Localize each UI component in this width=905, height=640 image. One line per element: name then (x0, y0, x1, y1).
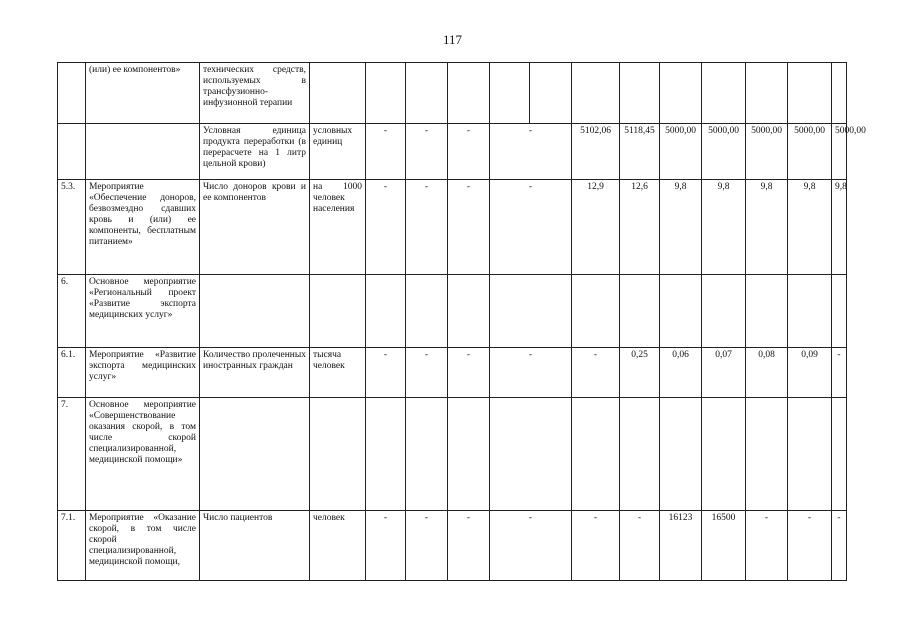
value-cell: - (448, 124, 490, 180)
row-number-cell: 7. (58, 398, 86, 511)
value-cell (490, 275, 572, 348)
value-cell: - (788, 511, 832, 581)
value-cell: - (406, 124, 448, 180)
value-cell: 5000,00 (832, 124, 847, 180)
indicators-table (57, 62, 866, 581)
value-cell: 9,8 (832, 180, 847, 275)
value-cell: - (832, 348, 847, 398)
value-cell: 5000,00 (746, 124, 788, 180)
value-cell (490, 63, 530, 124)
unit-cell: тысяча человек (310, 348, 366, 398)
value-cell (702, 63, 746, 124)
row-number-cell: 6. (58, 275, 86, 348)
value-cell: - (572, 348, 620, 398)
value-cell (746, 398, 788, 511)
table-row (58, 180, 847, 275)
value-cell: 5000,00 (660, 124, 702, 180)
value-cell (746, 275, 788, 348)
value-cell: - (366, 511, 406, 581)
value-cell (366, 275, 406, 348)
value-cell: 16123 (660, 511, 702, 581)
event-cell: Мероприятие «Оказание скорой, в том числе скорой специализированной, медицинской помощи, (86, 511, 200, 581)
row-number-cell: 6.1. (58, 348, 86, 398)
table-row (58, 275, 847, 348)
value-cell (788, 63, 832, 124)
value-cell (788, 398, 832, 511)
value-cell: 0,25 (620, 348, 660, 398)
unit-cell: условных единиц (310, 124, 366, 180)
value-cell (406, 398, 448, 511)
value-cell (406, 275, 448, 348)
value-cell: - (620, 511, 660, 581)
value-cell: - (406, 511, 448, 581)
event-cell: Мероприятие «Обеспечение доноров, безвозмездно сдавших кровь и (или) ее компоненты, бесплатным питанием» (86, 180, 200, 275)
value-cell (530, 63, 572, 124)
value-cell (406, 63, 448, 124)
value-cell: - (448, 180, 490, 275)
value-cell (448, 275, 490, 348)
value-cell: - (832, 511, 847, 581)
row-number-cell: 5.3. (58, 180, 86, 275)
value-cell (620, 398, 660, 511)
value-cell (448, 63, 490, 124)
value-cell (788, 275, 832, 348)
event-cell: Основное мероприятие «Региональный проект «Развитие экспорта медицинских услуг» (86, 275, 200, 348)
value-cell: - (366, 124, 406, 180)
indicator-cell: Число пациентов (200, 511, 310, 581)
row-number-cell (58, 63, 86, 124)
value-cell: 9,8 (660, 180, 702, 275)
indicator-cell (200, 275, 310, 348)
value-cell (660, 63, 702, 124)
value-cell (366, 63, 406, 124)
event-cell: (или) ее компонентов» (86, 63, 200, 124)
value-cell: - (406, 348, 448, 398)
value-cell: - (490, 511, 572, 581)
table-row (58, 124, 847, 180)
value-cell (702, 398, 746, 511)
value-cell (660, 275, 702, 348)
indicator-cell (200, 398, 310, 511)
value-cell: 0,06 (660, 348, 702, 398)
indicator-cell: Условная единица продукта переработки (в перерасчете на 1 литр цельной крови) (200, 124, 310, 180)
value-cell (572, 398, 620, 511)
value-cell: - (490, 348, 572, 398)
value-cell: 9,8 (788, 180, 832, 275)
value-cell: - (366, 348, 406, 398)
value-cell: 16500 (702, 511, 746, 581)
value-cell (660, 398, 702, 511)
unit-cell: человек (310, 511, 366, 581)
value-cell: 0,09 (788, 348, 832, 398)
value-cell (490, 398, 572, 511)
value-cell (572, 63, 620, 124)
value-cell (702, 275, 746, 348)
value-cell (620, 275, 660, 348)
value-cell (832, 275, 847, 348)
value-cell: 12,9 (572, 180, 620, 275)
value-cell: - (406, 180, 448, 275)
event-cell (86, 124, 200, 180)
value-cell: - (448, 348, 490, 398)
indicator-cell: Число доноров крови и ее компонентов (200, 180, 310, 275)
value-cell (832, 398, 847, 511)
row-number-cell (58, 124, 86, 180)
value-cell: - (448, 511, 490, 581)
table-row (58, 63, 847, 124)
event-cell: Основное мероприятие «Совершенствование оказания скорой, в том числе скорой специализированной, медицинской помощи» (86, 398, 200, 511)
unit-cell (310, 63, 366, 124)
indicator-cell: Количество пролеченных иностранных граждан (200, 348, 310, 398)
value-cell (746, 63, 788, 124)
table-row (58, 511, 847, 581)
table-row (58, 398, 847, 511)
value-cell: 0,07 (702, 348, 746, 398)
value-cell: 5118,45 (620, 124, 660, 180)
value-cell: - (366, 180, 406, 275)
value-cell: 0,08 (746, 348, 788, 398)
value-cell: 9,8 (746, 180, 788, 275)
value-cell: 9,8 (702, 180, 746, 275)
page-number: 117 (442, 32, 463, 47)
value-cell: 5000,00 (702, 124, 746, 180)
unit-cell (310, 398, 366, 511)
value-cell: - (490, 124, 572, 180)
value-cell (366, 398, 406, 511)
value-cell (832, 63, 847, 124)
value-cell: 5102,06 (572, 124, 620, 180)
event-cell: Мероприятие «Развитие экспорта медицинских услуг» (86, 348, 200, 398)
value-cell (620, 63, 660, 124)
value-cell (448, 398, 490, 511)
table-row (58, 348, 847, 398)
value-cell: - (490, 180, 572, 275)
unit-cell: на 1000 человек населения (310, 180, 366, 275)
value-cell: - (572, 511, 620, 581)
row-number-cell: 7.1. (58, 511, 86, 581)
value-cell: 12,6 (620, 180, 660, 275)
value-cell (572, 275, 620, 348)
value-cell: - (746, 511, 788, 581)
unit-cell (310, 275, 366, 348)
indicator-cell: технических средств, используемых в трансфузионно-инфузионной терапии (200, 63, 310, 124)
value-cell: 5000,00 (788, 124, 832, 180)
